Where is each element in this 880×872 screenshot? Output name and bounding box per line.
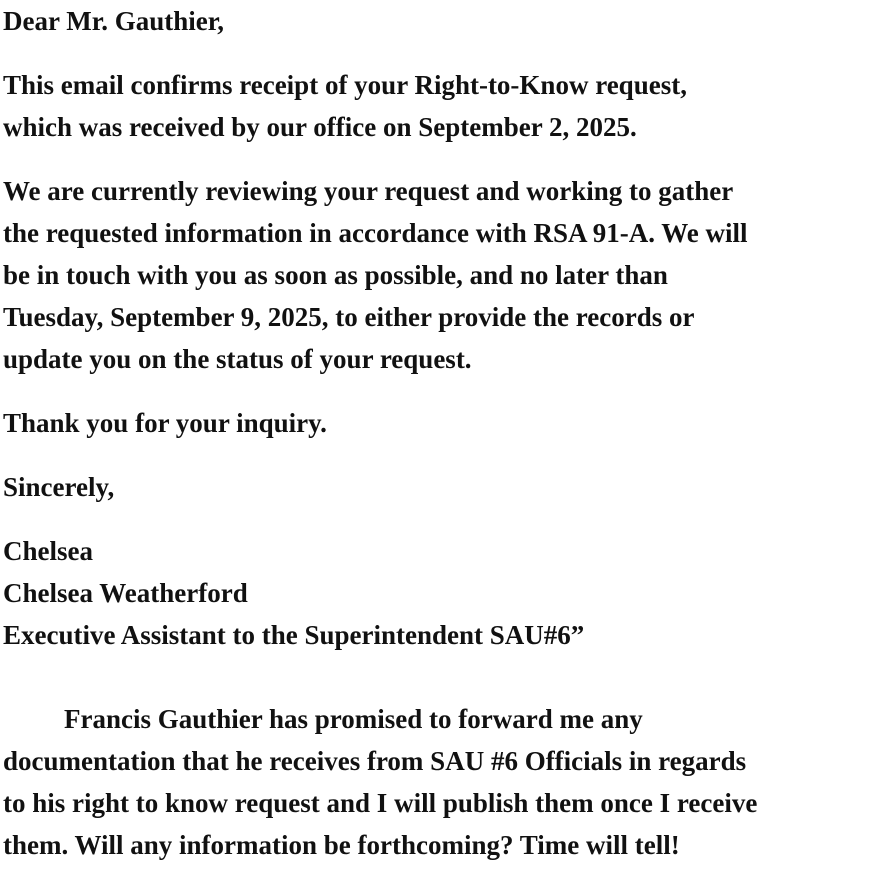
paragraph-spacer [3,508,878,530]
document-page [3,0,878,866]
paragraph-spacer [3,42,878,64]
text-line: to his right to know request and I will publish them once I receive [3,788,758,818]
text-line: update you on the status of your request. [3,344,472,374]
text-line: be in touch with you as soon as possible, and no later than [3,260,668,290]
commentary-paragraph [3,698,878,866]
thanks-line: Thank you for your inquiry. [3,408,327,438]
status-paragraph [3,170,878,380]
paragraph-spacer [3,444,878,466]
confirmation-paragraph [3,64,878,148]
text-line: which was received by our office on September 2, 2025. [3,112,637,142]
signature-first-name: Chelsea [3,536,93,566]
closing-line: Sincerely, [3,472,115,502]
signature-full-name: Chelsea Weatherford [3,578,248,608]
signature-title: Executive Assistant to the Superintendent SAU#6” [3,620,585,650]
text-line: This email confirms receipt of your Right-to-Know request, [3,70,687,100]
paragraph-spacer [3,380,878,402]
section-spacer [3,656,878,698]
text-line: Tuesday, September 9, 2025, to either provide the records or [3,302,695,332]
salutation: Dear Mr. Gauthier, [3,6,224,36]
paragraph-spacer [3,148,878,170]
text-line: them. Will any information be forthcoming? Time will tell! [3,830,680,860]
text-line: the requested information in accordance with RSA 91-A. We will [3,218,748,248]
text-line: Francis Gauthier has promised to forward me any [64,704,643,734]
signature-block [3,530,878,656]
text-line: documentation that he receives from SAU #6 Officials in regards [3,746,747,776]
text-line: We are currently reviewing your request and working to gather [3,176,734,206]
